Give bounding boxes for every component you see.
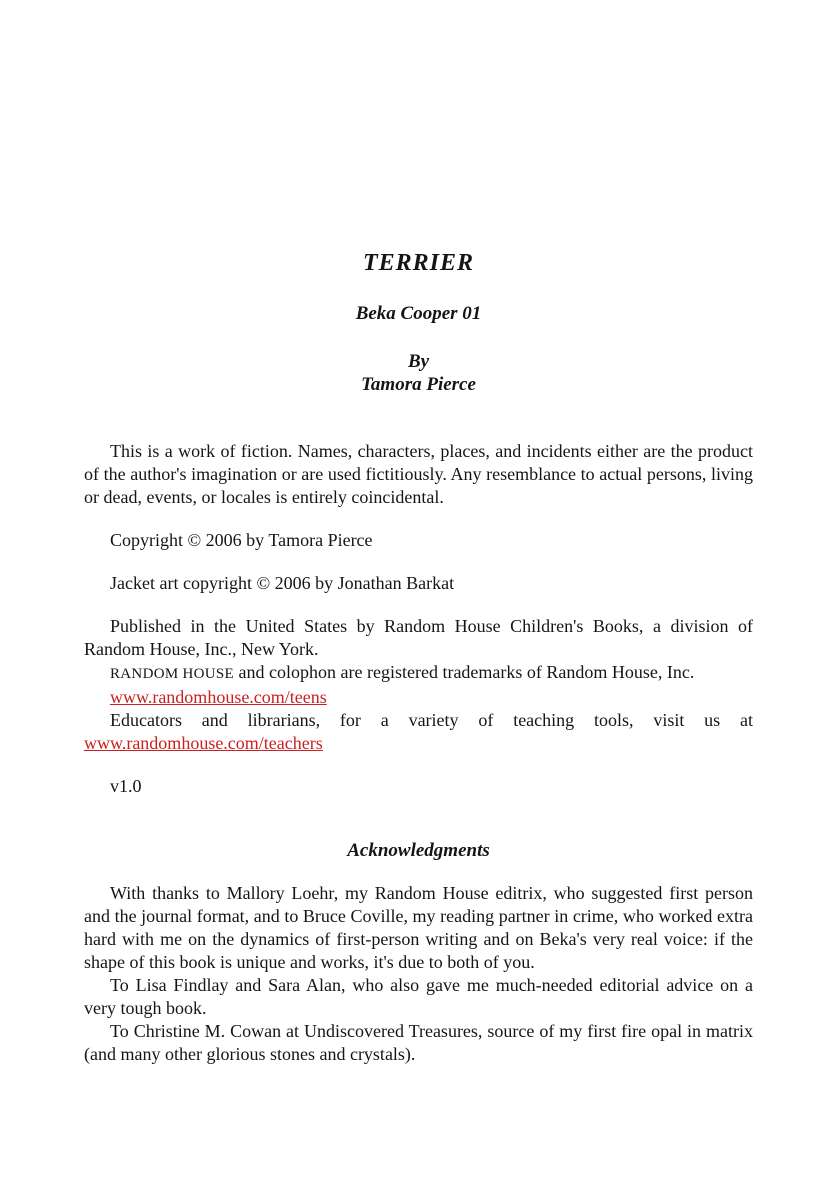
- teachers-link[interactable]: www.randomhouse.com/teachers: [84, 733, 323, 753]
- ack-paragraph: With thanks to Mallory Loehr, my Random House editrix, who suggested first person and the journal format, and to Bruce Coville, my reading partner in crime, who worked extra hard with me on the dynamics of first-person writing and on Beka's very real voice: if the shape of this book is unique and works, it's due to both of you.: [84, 883, 753, 972]
- educators-line: [84, 709, 753, 755]
- trademark-rest: and colophon are registered trademarks of Random House, Inc.: [234, 662, 695, 682]
- trademark-line: [84, 661, 753, 686]
- byline: [84, 350, 753, 396]
- trademark-name: RANDOM HOUSE: [110, 666, 235, 682]
- teens-link[interactable]: www.randomhouse.com/teens: [110, 687, 327, 707]
- book-title: TERRIER: [362, 250, 475, 276]
- educators-text: Educators and librarians, for a variety of teaching tools, visit us at: [110, 710, 753, 730]
- copyright-line: Copyright © 2006 by Tamora Pierce: [110, 530, 373, 550]
- jacket-credit-line: Jacket art copyright © 2006 by Jonathan Barkat: [110, 573, 455, 593]
- teens-link-line: [84, 686, 753, 709]
- acknowledgments-heading: Acknowledgments: [347, 840, 490, 861]
- by-label: By: [407, 351, 430, 372]
- series-title: Beka Cooper 01: [355, 303, 482, 324]
- ack-paragraph: To Christine M. Cowan at Undiscovered Treasures, source of my first fire opal in matrix (and many other glorious stones and crystals).: [84, 1021, 753, 1064]
- publisher-line: Published in the United States by Random House Children's Books, a division of Random House, Inc., New York.: [84, 616, 753, 659]
- fiction-disclaimer: This is a work of fiction. Names, characters, places, and incidents either are the product of the author's imagination or are used fictitiously. Any resemblance to actual persons, living or dead, events, or locales is entirely coincidental.: [84, 441, 753, 507]
- author-name: Tamora Pierce: [361, 374, 476, 395]
- version-label: v1.0: [110, 776, 142, 796]
- ack-paragraph: To Lisa Findlay and Sara Alan, who also gave me much-needed editorial advice on a very tough book.: [84, 975, 753, 1018]
